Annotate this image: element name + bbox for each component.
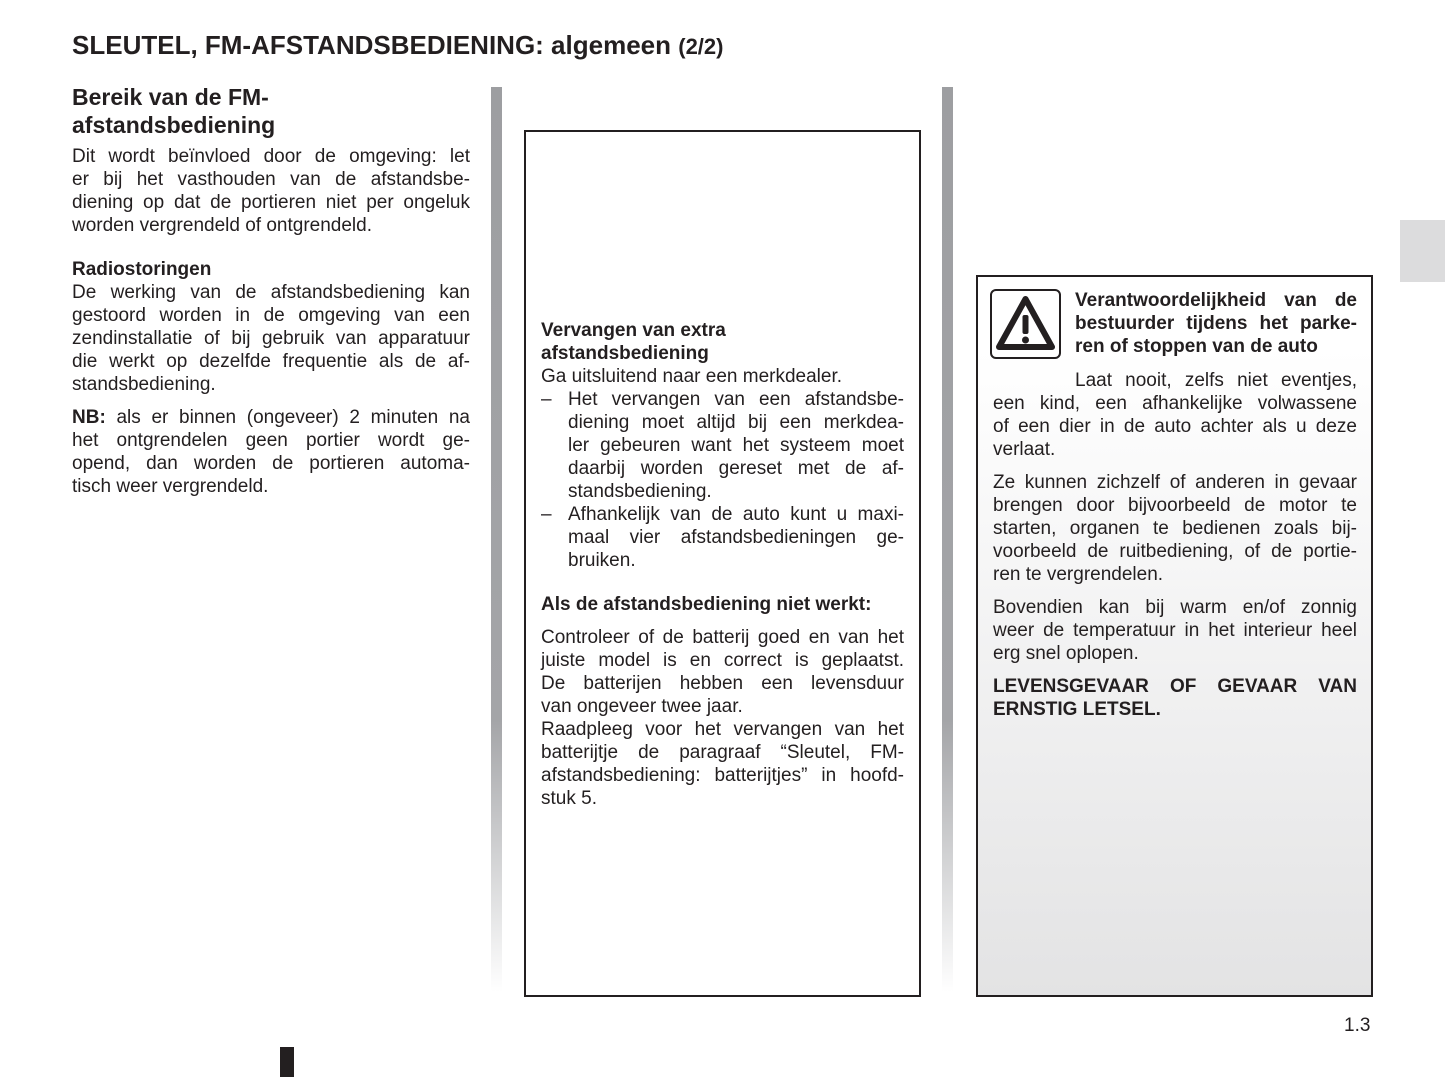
text-line: bruiken.: [568, 550, 636, 571]
text-line: gestoord worden in de omgeving van een: [72, 305, 470, 326]
text-line: maal vier afstandsbedieningen ge-: [568, 527, 904, 548]
replace-battery-paragraph: [541, 718, 904, 810]
page-marker: [280, 1047, 294, 1077]
text-line: De werking van de afstandsbediening kan: [72, 282, 470, 303]
text-line: bestuurder tijdens het parke-: [1075, 313, 1357, 334]
nb-text: als er binnen (ongeveer) 2 minuten na: [105, 407, 470, 428]
text-line: er bij het vasthouden van de afstandsbe-: [72, 169, 470, 190]
page-title: [72, 30, 724, 61]
text-line: Verantwoordelijkheid van de: [1075, 290, 1357, 311]
replace-intro: Ga uitsluitend naar een merkdealer.: [541, 366, 843, 387]
text-line: weer de temperatuur in het interieur heel: [993, 620, 1357, 641]
text-line: zendinstallatie of bij gebruik van apparatuur: [72, 328, 470, 349]
text-line: diening op dat de portieren niet per ongeluk: [72, 192, 470, 213]
text-line: ren te vergrendelen.: [993, 564, 1164, 585]
text-line: Bovendien kan bij warm en/of zonnig: [993, 597, 1357, 618]
warning-p1-first: [993, 369, 1357, 392]
text-line: batterijtje de paragraaf “Sleutel, FM-: [541, 742, 904, 763]
text-line: ERNSTIG LETSEL.: [993, 699, 1161, 720]
text-line: Ze kunnen zichzelf of anderen in gevaar: [993, 472, 1357, 493]
column-left: [72, 83, 470, 498]
nb-label: NB:: [72, 407, 106, 428]
dash: –: [541, 504, 552, 525]
page-number: 1.3: [1344, 1015, 1371, 1036]
warning-p1: [993, 392, 1357, 461]
text-line: Raadpleeg voor het vervangen van het: [541, 719, 904, 740]
text-line: Vervangen van extra: [541, 320, 726, 341]
text-line: ren of stoppen van de auto: [1075, 336, 1318, 357]
text-line: Controleer of de batterij goed en van het: [541, 627, 904, 648]
text-line: De batterijen hebben een levensduur: [541, 673, 904, 694]
text-line: ler gebeuren want het systeem moet: [568, 435, 904, 456]
bullet-item: [541, 503, 904, 572]
nb-rest: [72, 429, 470, 498]
text-line: juiste model is en correct is geplaatst.: [541, 650, 904, 671]
warning-p4: [993, 675, 1357, 721]
text-line: verlaat.: [993, 439, 1056, 460]
text-line: het ontgrendelen geen portier wordt ge-: [72, 430, 470, 451]
text-line: afstandsbediening: batterijtjes” in hoofd-: [541, 765, 904, 786]
text-line: Afhankelijk van de auto kunt u maxi-: [568, 504, 904, 525]
text-line: die werkt op dezelfde frequentie als de af-: [72, 351, 470, 372]
text-line: standsbediening.: [72, 374, 216, 395]
text-line: of een dier in de auto achter als u deze: [993, 416, 1357, 437]
not-working-heading: Als de afstandsbediening niet werkt:: [541, 594, 872, 615]
column-divider: [942, 87, 953, 992]
warning-box: [976, 275, 1373, 997]
warning-heading: [1075, 289, 1357, 358]
info-box: [524, 130, 921, 997]
dash: –: [541, 389, 552, 410]
text-line: stuk 5.: [541, 788, 597, 809]
text-line: brengen door bijvoorbeeld de motor te: [993, 495, 1357, 516]
text-line: Laat nooit, zelfs niet eventjes,: [1075, 370, 1357, 391]
replace-heading: [541, 319, 904, 365]
column-divider: [491, 87, 502, 992]
text-line: van ongeveer twee jaar.: [541, 696, 743, 717]
text-line: voorbeeld de ruitbediening, of de portie-: [993, 541, 1357, 562]
text-line: afstandsbediening: [541, 343, 709, 364]
text-line: LEVENSGEVAAR OF GEVAAR VAN: [993, 676, 1357, 697]
text-line: een kind, een afhankelijke volwassene: [993, 393, 1357, 414]
text-line: Dit wordt beïnvloed door de omgeving: let: [72, 146, 470, 167]
text-line: Bereik van de FM-: [72, 84, 269, 110]
warning-p2: [993, 471, 1357, 586]
nb-paragraph: [72, 406, 470, 498]
text-line: daarbij worden gereset met de af-: [568, 458, 904, 479]
title-main: SLEUTEL, FM-AFSTANDSBEDIENING: algemeen: [72, 30, 672, 60]
text-line: standsbediening.: [568, 481, 712, 502]
text-line: afstandsbediening: [72, 112, 276, 138]
text-line: tisch weer vergrendeld.: [72, 476, 269, 497]
battery-paragraph: [541, 626, 904, 718]
text-line: Het vervangen van een afstandsbe-: [568, 389, 904, 410]
warning-p3: [993, 596, 1357, 665]
text-line: diening moet altijd bij een merkdea-: [568, 412, 904, 433]
warning-triangle-icon: [990, 289, 1061, 359]
radio-heading: Radiostoringen: [72, 259, 212, 280]
text-line: opend, dan worden de portieren automa-: [72, 453, 470, 474]
radio-paragraph: [72, 281, 470, 396]
bullet-item: [541, 388, 904, 503]
intro-paragraph: [72, 145, 470, 237]
chapter-tab: [1400, 220, 1445, 282]
title-part: (2/2): [678, 34, 724, 59]
text-line: starten, organen te bedienen zoals bij-: [993, 518, 1357, 539]
text-line: worden vergrendeld of ontgrendeld.: [72, 215, 372, 236]
section-heading: [72, 83, 470, 139]
text-line: erg snel oplopen.: [993, 643, 1139, 664]
